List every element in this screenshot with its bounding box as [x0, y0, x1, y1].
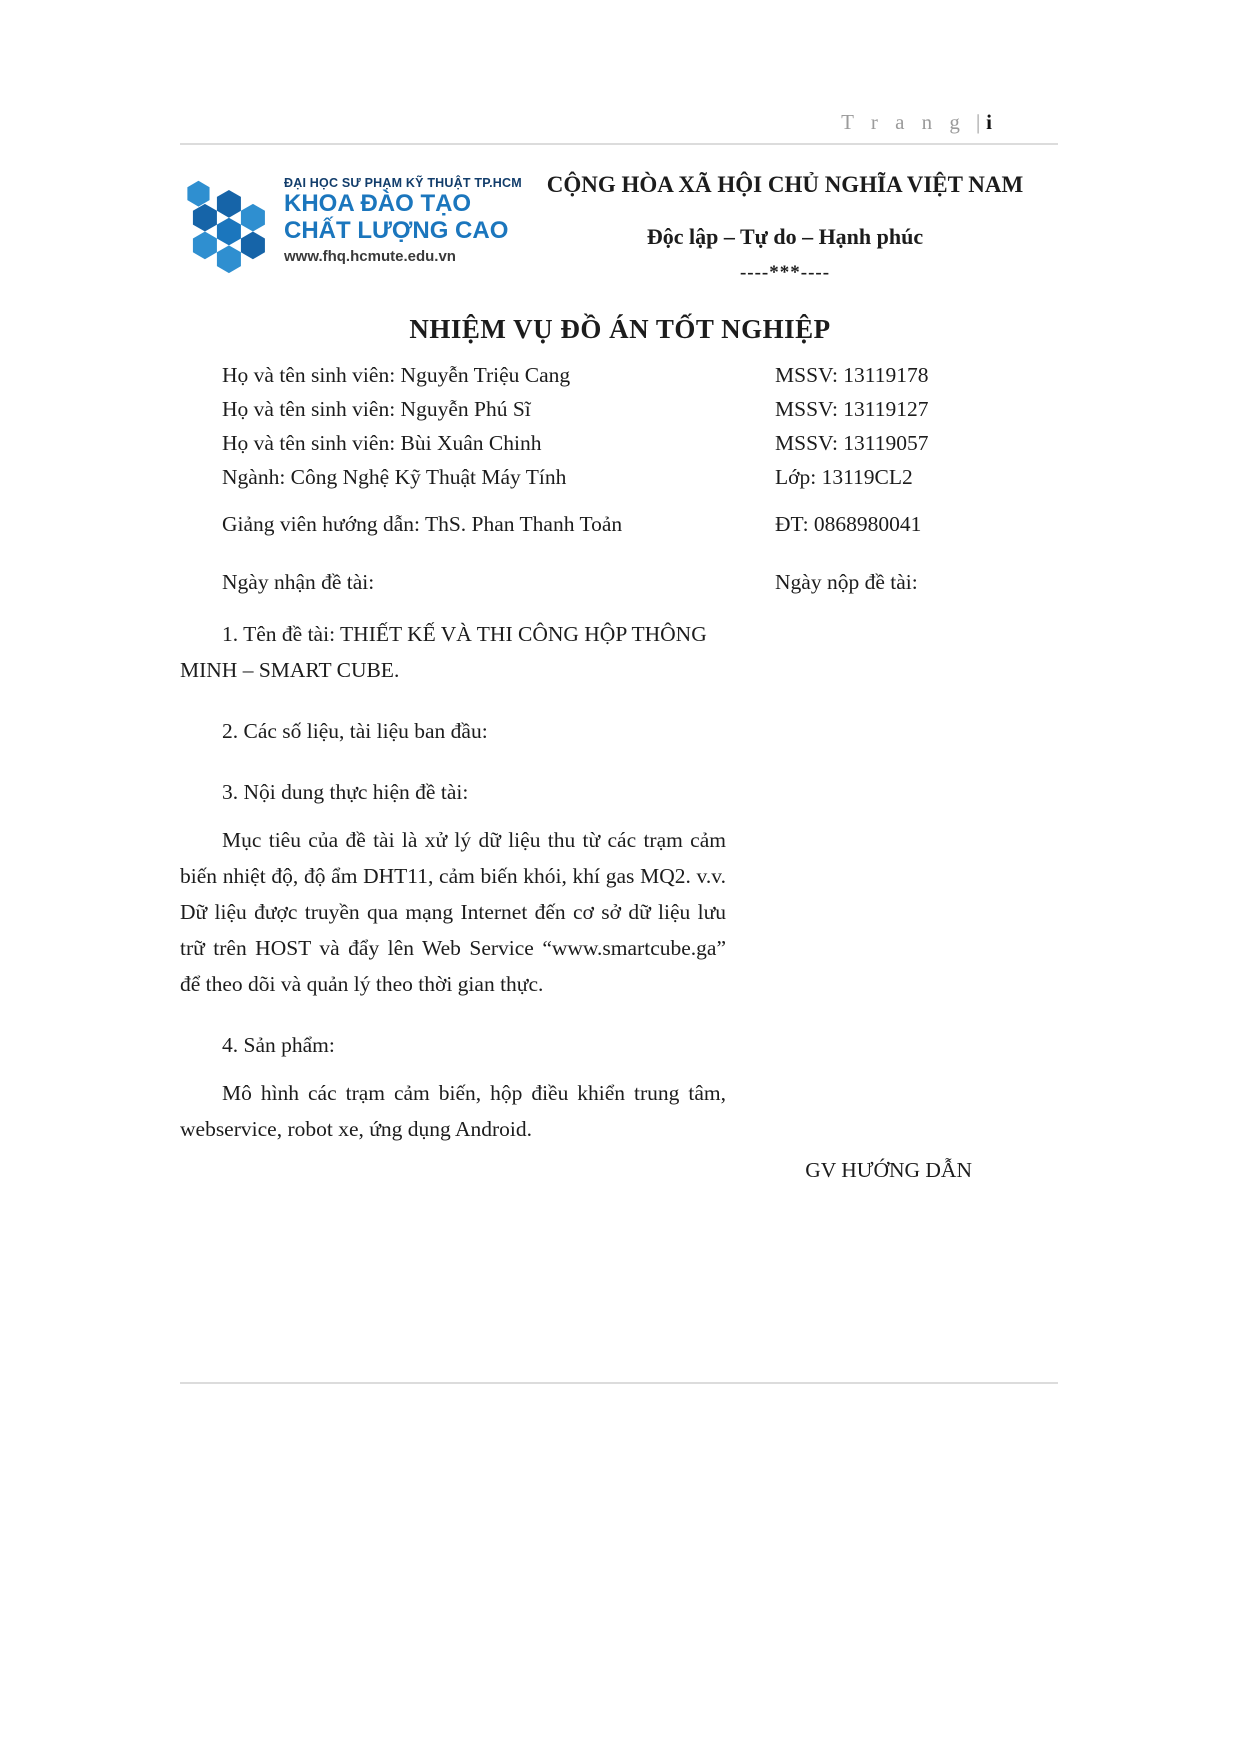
info-table [180, 358, 1060, 599]
student-name-1: Họ và tên sinh viên: Nguyễn Triệu Cang [222, 363, 571, 387]
student-id-2: MSSV: 13119127 [775, 397, 929, 421]
top-divider [180, 143, 1058, 145]
faculty-logo-text [284, 170, 522, 265]
advisor-signature-label: GV HƯỚNG DẪN [805, 1158, 972, 1182]
class-label: Lớp: 13119CL2 [775, 465, 913, 489]
faculty-website: www.fhq.hcmute.edu.vn [284, 248, 456, 266]
advisor-phone: ĐT: 0868980041 [775, 512, 922, 536]
info-row-student-2 [180, 392, 1060, 426]
faculty-name-line2: CHẤT LƯỢNG CAO [284, 217, 509, 245]
faculty-name-line1: KHOA ĐÀO TẠO [284, 190, 472, 217]
product-body: Mô hình các trạm cảm biến, hộp điều khiển trung tâm, webservice, robot xe, ứng dụng Android. [180, 1081, 726, 1141]
student-id-3: MSSV: 13119057 [775, 431, 929, 455]
document-header [180, 170, 1060, 284]
content-body: Mục tiêu của đề tài là xử lý dữ liệu thu từ các trạm cảm biến nhiệt độ, độ ẩm DHT11, cảm biến khói, khí gas MQ2. v.v. Dữ liệu được truyền qua mạng Internet đến cơ sở dữ liệu lưu trữ trên HOST và đẩy lên Web Service “www.smartcube.ga” để theo dõi và quản lý theo thời gian thực. [180, 828, 726, 996]
student-id-1: MSSV: 13119178 [775, 363, 929, 387]
document-body [180, 616, 726, 1147]
page-separator: | [975, 110, 981, 134]
major-label: Ngành: Công Nghệ Kỹ Thuật Máy Tính [222, 465, 567, 489]
document-title: NHIỆM VỤ ĐỒ ÁN TỐT NGHIỆP [409, 314, 831, 344]
student-name-2: Họ và tên sinh viên: Nguyễn Phú Sĩ [222, 397, 531, 421]
content-heading: 3. Nội dung thực hiện đề tài: [222, 780, 469, 804]
page-number: i [986, 110, 992, 134]
info-row-dates [180, 565, 1060, 599]
university-name: ĐẠI HỌC SƯ PHẠM KỸ THUẬT TP.HCM [284, 176, 522, 190]
date-received-label: Ngày nhận đề tài: [222, 570, 375, 594]
page-label: T r a n g [841, 110, 966, 134]
faculty-logo-block [180, 170, 522, 284]
info-row-advisor [180, 507, 1060, 541]
page-meta [180, 110, 1060, 135]
info-row-student-3 [180, 426, 1060, 460]
national-header [510, 170, 1060, 284]
info-row-major [180, 460, 1060, 494]
bottom-divider [180, 1382, 1058, 1384]
info-row-student-1 [180, 358, 1060, 392]
student-name-3: Họ và tên sinh viên: Bùi Xuân Chinh [222, 431, 542, 455]
data-heading: 2. Các số liệu, tài liệu ban đầu: [222, 719, 488, 743]
national-header-separator: ----***---- [739, 262, 831, 283]
product-heading: 4. Sản phẩm: [222, 1033, 335, 1057]
date-submitted-label: Ngày nộp đề tài: [775, 570, 918, 594]
topic-heading: 1. Tên đề tài: THIẾT KẾ VÀ THI CÔNG HỘP THÔNG MINH – SMART CUBE. [180, 622, 707, 682]
national-header-country: CỘNG HÒA XÃ HỘI CHỦ NGHĨA VIỆT NAM [546, 172, 1024, 197]
national-header-motto: Độc lập – Tự do – Hạnh phúc [646, 224, 924, 249]
advisor-name: Giảng viên hướng dẫn: ThS. Phan Thanh Toản [222, 512, 623, 536]
honeycomb-logo-icon [180, 176, 276, 276]
